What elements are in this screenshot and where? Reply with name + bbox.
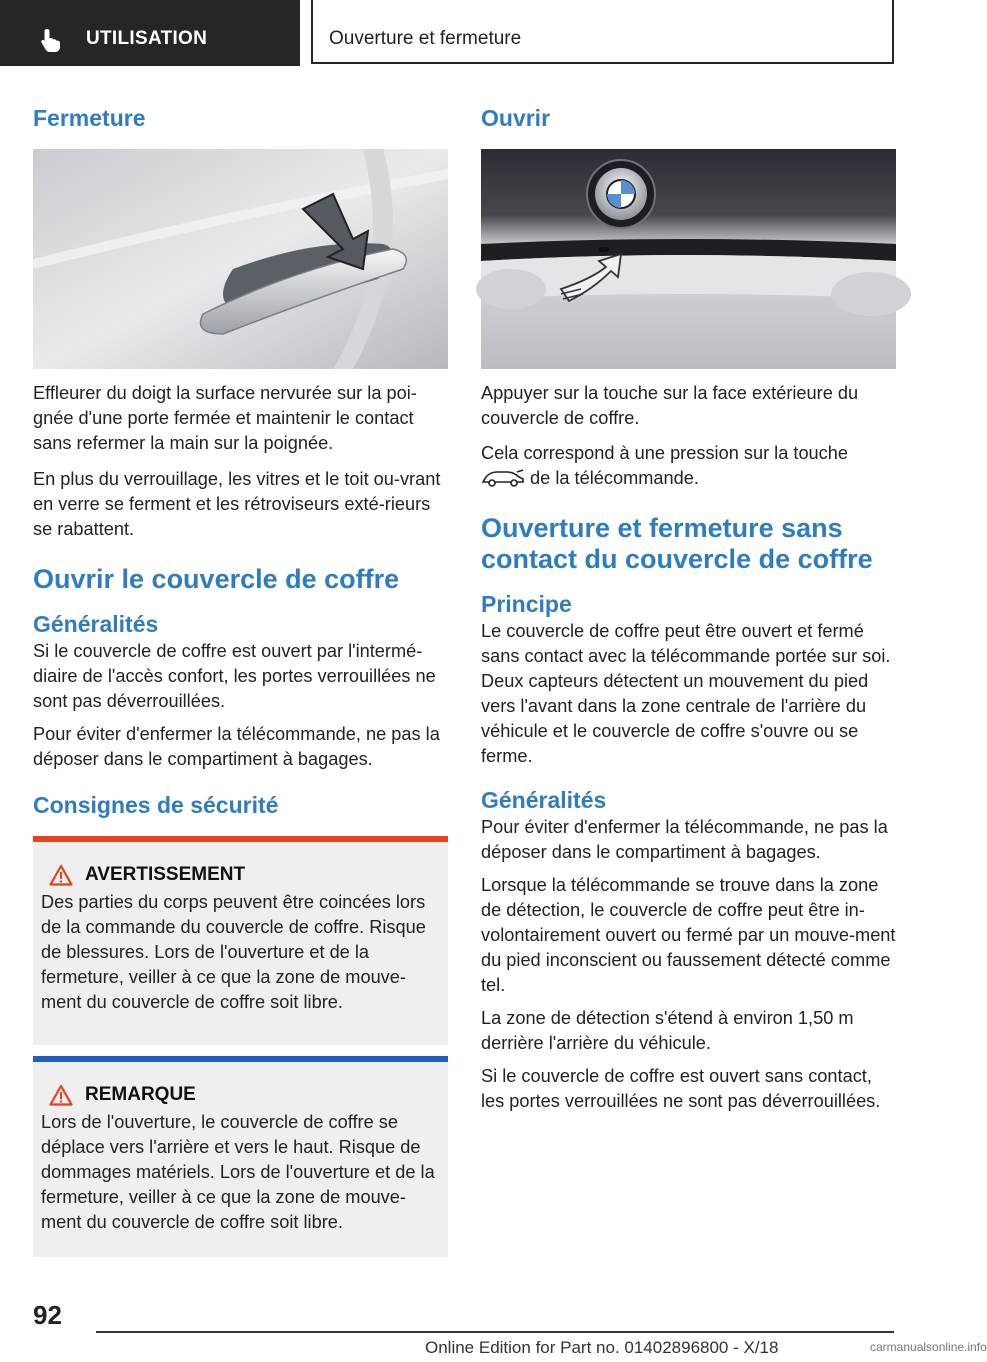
chapter-title-box bbox=[311, 0, 894, 64]
page-header bbox=[0, 0, 960, 66]
paragraph-effleurer: Effleurer du doigt la surface nervurée sur la poi-gnée d'une porte fermée et maintenir le contact sans refermer la main sur la poignée. bbox=[33, 383, 417, 453]
paragraph-cela-correspond bbox=[481, 441, 896, 491]
heading-ouvrir: Ouvrir bbox=[481, 105, 551, 131]
heading-generalites-right: Généralités bbox=[481, 787, 607, 813]
right-column bbox=[481, 100, 896, 1114]
notice-text: Lors de l'ouverture, le couvercle de coffre se déplace vers l'arrière et vers le haut. Risque de dommages matériels. Lors de l'ouverture et de la fermeture, veiller à ce que la zone de mouve-ment du couvercle de coffre soit libre. bbox=[41, 1112, 435, 1232]
warning-title: AVERTISSEMENT bbox=[85, 864, 246, 885]
heading-principe: Principe bbox=[481, 591, 572, 617]
notice-title: REMARQUE bbox=[85, 1084, 196, 1105]
car-trunk-icon bbox=[481, 469, 525, 487]
notice-box bbox=[33, 1056, 448, 1257]
door-handle-illustration bbox=[33, 149, 448, 369]
cela-suffix: de la télécommande. bbox=[525, 468, 699, 488]
heading-fermeture: Fermeture bbox=[33, 105, 146, 131]
warning-bar bbox=[33, 836, 448, 842]
paragraph-lorsque: Lorsque la télécommande se trouve dans la zone de détection, le couvercle de coffre peut être in-volontairement ouvert ou fermé par un mouve-ment du pied inconscient ou faussement détecté comme tel. bbox=[481, 875, 896, 995]
heading-sans-contact: Ouverture et fermeture sans contact du couvercle de coffre bbox=[481, 513, 873, 574]
paragraph-si-ouvert: Si le couvercle de coffre est ouvert sans contact, les portes verrouillées ne sont pas déverrouillées. bbox=[481, 1066, 881, 1111]
paragraph-si-le-couvercle: Si le couvercle de coffre est ouvert par l'intermé-diaire de l'accès confort, les portes verrouillées ne sont pas déverrouillées. bbox=[33, 641, 436, 711]
left-column bbox=[33, 100, 448, 1257]
section-tab bbox=[0, 0, 300, 66]
page-number: 92 bbox=[33, 1300, 62, 1330]
footer-divider bbox=[96, 1331, 894, 1333]
paragraph-pour-eviter-left: Pour éviter d'enfermer la télécommande, ne pas la déposer dans le compartiment à bagages. bbox=[33, 724, 440, 769]
footer-watermark: carmanualsonline.info bbox=[870, 1340, 987, 1354]
hand-pointer-icon bbox=[38, 27, 64, 53]
heading-consignes-securite: Consignes de sécurité bbox=[33, 792, 279, 818]
chapter-title: Ouverture et fermeture bbox=[329, 28, 522, 49]
paragraph-en-plus: En plus du verrouillage, les vitres et le toit ou-vrant en verre se ferment et les rétroviseurs exté-rieurs se rabattent. bbox=[33, 469, 441, 539]
paragraph-principe: Le couvercle de coffre peut être ouvert et fermé sans contact avec la télécommande portée sur soi. Deux capteurs détectent un mouvement du pied vers l'avant dans la zone centrale de l'arrière du véhicule et le couvercle de coffre s'ouvre ou se ferme. bbox=[481, 621, 891, 766]
paragraph-zone-detection: La zone de détection s'étend à environ 1,50 m derrière l'arrière du véhicule. bbox=[481, 1008, 854, 1053]
footer-edition: Online Edition for Part no. 01402896800 - X/18 bbox=[425, 1338, 779, 1357]
warning-triangle-icon bbox=[49, 1084, 73, 1106]
warning-triangle-icon bbox=[49, 864, 73, 886]
section-tab-label: UTILISATION bbox=[86, 28, 208, 49]
heading-generalites-left: Généralités bbox=[33, 611, 159, 637]
heading-ouvrir-couvercle: Ouvrir le couvercle de coffre bbox=[33, 564, 400, 594]
notice-bar bbox=[33, 1056, 448, 1062]
warning-text: Des parties du corps peuvent être coincées lors de la commande du couvercle de coffre. Risque de blessures. Lors de l'ouverture et de la fermeture, veiller à ce que la zone de mouve-ment du couvercle de coffre soit libre. bbox=[41, 892, 426, 1012]
paragraph-pour-eviter-right: Pour éviter d'enfermer la télécommande, ne pas la déposer dans le compartiment à bagages. bbox=[481, 817, 888, 862]
trunk-button-illustration bbox=[481, 149, 896, 369]
paragraph-appuyer: Appuyer sur la touche sur la face extérieure du couvercle de coffre. bbox=[481, 383, 859, 428]
cela-prefix: Cela correspond à une pression sur la touche bbox=[481, 443, 849, 463]
warning-box bbox=[33, 836, 448, 1045]
